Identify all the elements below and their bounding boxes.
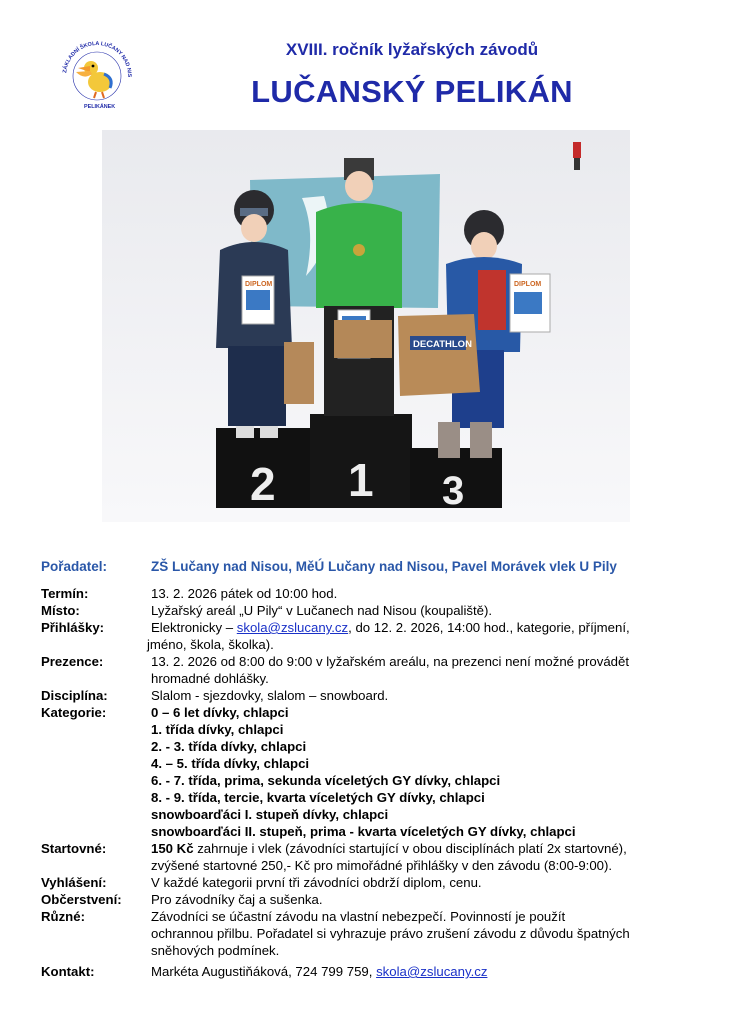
fee-line1: zahrnuje i vlek (závodníci startující v obou disciplínách platí 2x startovné),: [193, 841, 627, 856]
podium-photo: [102, 130, 630, 522]
category-item: snowboarďáci II. stupeň, prima - kvarta víceletých GY dívky, chlapci: [151, 824, 576, 839]
refreshment-label: Občerstvení:: [41, 892, 122, 907]
registration-text-rest: , do 12. 2. 2026, 14:00 hod., kategorie, příjmení,: [348, 620, 630, 635]
category-item: snowboarďáci I. stupeň dívky, chlapci: [151, 807, 389, 822]
category-item: 8. - 9. třída, tercie, kvarta víceletých GY dívky, chlapci: [151, 790, 485, 805]
misc-line: sněhových podmínek.: [151, 943, 280, 958]
contact-text: Markéta Augustiňáková, 724 799 759,: [151, 964, 377, 979]
misc-row: [41, 908, 701, 959]
categories-label: Kategorie:: [41, 705, 107, 720]
place-label: Místo:: [41, 603, 80, 618]
registration-text: Elektronicky –: [151, 620, 237, 635]
misc-label: Různé:: [41, 909, 85, 924]
awards-value: V každé kategorii první tři závodníci obdrží diplom, cenu.: [151, 875, 482, 890]
awards-row: [41, 874, 701, 891]
fee-label: Startovné:: [41, 841, 107, 856]
fee-row: [41, 840, 701, 874]
svg-text:PELIKÁNEK: PELIKÁNEK: [84, 104, 116, 110]
event-subtitle: XVIII. ročník lyžařských závodů: [285, 40, 539, 59]
contact-row: [41, 963, 701, 980]
registration-row: [41, 619, 701, 653]
category-item: 4. – 5. třída dívky, chlapci: [151, 756, 310, 771]
podium-number-2: 2: [250, 458, 276, 510]
podium-number-3: 3: [442, 469, 465, 513]
organizer-row: [41, 558, 701, 575]
presence-label: Prezence:: [41, 654, 104, 669]
date-label: Termín:: [41, 586, 89, 601]
awards-label: Vyhlášení:: [41, 875, 107, 890]
category-item: 0 – 6 let dívky, chlapci: [151, 705, 289, 720]
organizer-label: Pořadatel:: [41, 559, 108, 574]
registration-email-link[interactable]: skola@zslucany.cz: [236, 620, 349, 635]
place-value: Lyžařský areál „U Pily“ v Lučanech nad Nisou (koupaliště).: [151, 603, 493, 618]
diploma-3-label: DIPLOM: [514, 281, 542, 288]
date-row: [41, 585, 701, 602]
presence-line1: 13. 2. 2026 od 8:00 do 9:00 v lyžařském areálu, na prezenci není možné provádět: [151, 654, 629, 669]
registration-text-line2: jméno, škola, školka).: [147, 637, 274, 652]
registration-label: Přihlášky:: [41, 620, 105, 635]
discipline-value: Slalom - sjezdovky, slalom – snowboard.: [151, 688, 389, 703]
place-row: [41, 602, 701, 619]
presence-line2: hromadné dohlášky.: [151, 671, 269, 686]
category-item: 6. - 7. třída, prima, sekunda víceletých GY dívky, chlapci: [151, 773, 501, 788]
event-title: LUČANSKÝ PELIKÁN: [251, 74, 573, 109]
category-item: 1. třída dívky, chlapci: [151, 722, 284, 737]
podium-number-1: 1: [348, 454, 374, 506]
fee-line2: zvýšené startovné 250,- Kč pro mimořádné přihlášky v den závodu (8:00-9:00).: [151, 858, 613, 873]
date-value: 13. 2. 2026 pátek od 10:00 hod.: [151, 586, 338, 601]
svg-text:ZÁKLADNÍ ŠKOLA LUČANY NAD NISO: ZÁKLADNÍ ŠKOLA LUČANY NAD NIS: [62, 40, 133, 78]
diploma-2-label: DIPLOM: [245, 281, 273, 288]
organizer-value: ZŠ Lučany nad Nisou, MěÚ Lučany nad Nisou, Pavel Morávek vlek U Pily: [151, 559, 617, 574]
fee-amount: 150 Kč: [151, 841, 194, 856]
discipline-row: [41, 687, 701, 704]
discipline-label: Disciplína:: [41, 688, 108, 703]
contact-email-link[interactable]: skola@zslucany.cz: [376, 964, 488, 979]
category-item: 2. - 3. třída dívky, chlapci: [151, 739, 307, 754]
presence-row: [41, 653, 701, 687]
event-info: [41, 558, 701, 980]
refreshment-value: Pro závodníky čaj a sušenka.: [151, 892, 323, 907]
misc-line: Závodníci se účastní závodu na vlastní nebezpečí. Povinností je použít: [151, 909, 566, 924]
misc-line: ochrannou přilbu. Pořadatel si vyhrazuje právo zrušení závodu z důvodu špatných: [151, 926, 630, 941]
refreshment-row: [41, 891, 701, 908]
contact-label: Kontakt:: [41, 964, 95, 979]
decathlon-bag-label: DECATHLON: [413, 339, 472, 350]
categories-row: [41, 704, 701, 840]
